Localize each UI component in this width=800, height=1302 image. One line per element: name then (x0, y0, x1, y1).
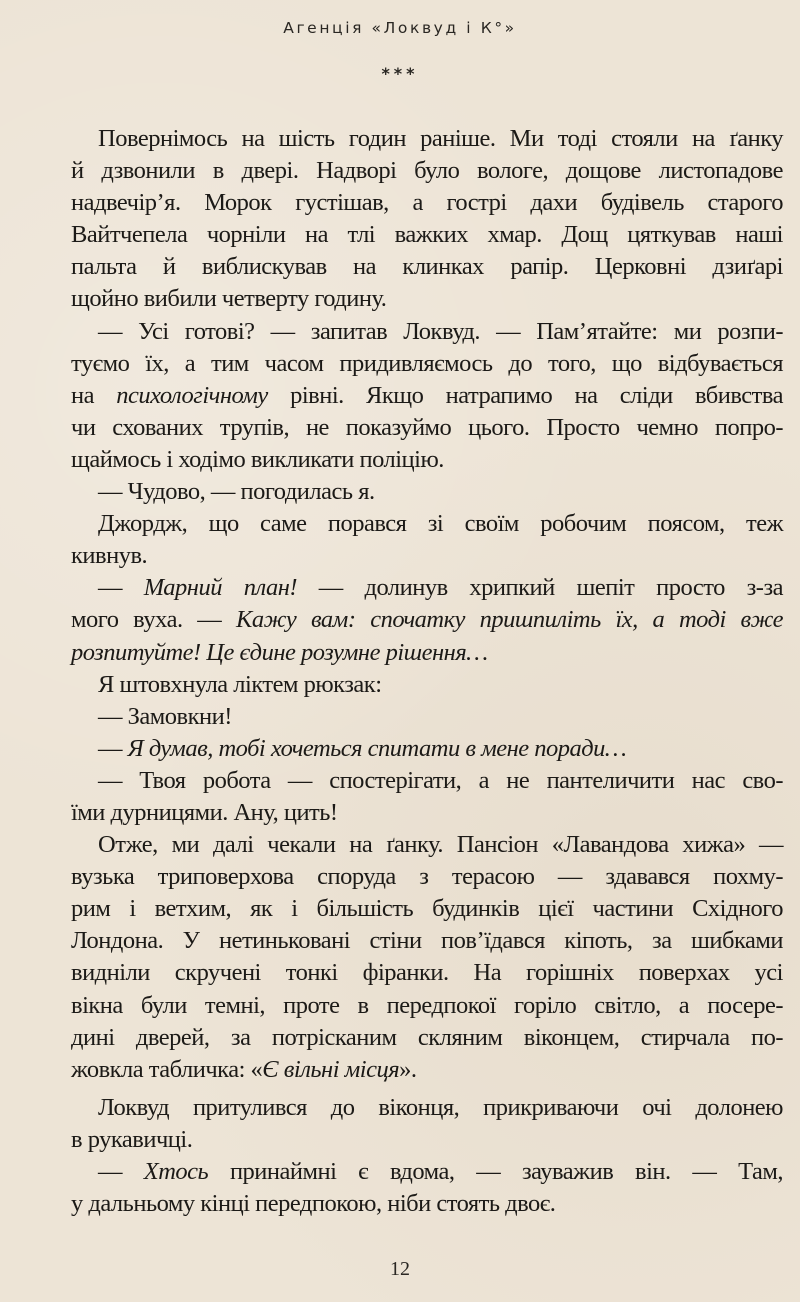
text-line: Вайтчепела чорніли на тлі важких хмар. Дощ цяткував наші (71, 221, 783, 249)
text-line (71, 637, 783, 669)
text-line: Я штовхнула ліктем рюкзак: (98, 670, 382, 698)
text-line: мого вуха. — Кажу вам: спочатку пришпиліть їх, а тоді вже (71, 606, 783, 634)
text-line: — Чудово, — погодилась я. (98, 478, 375, 506)
italic-text: Марний план! (143, 574, 298, 602)
text-line: в рукавичці. (71, 1125, 193, 1153)
text-line: вузька триповерхова споруда з терасою — здавався похму- (71, 863, 783, 891)
page-number: 12 (390, 1258, 410, 1280)
text-line: чи схованих трупів, не показуймо цього. Просто чемно попро- (71, 413, 783, 441)
text-line: у дальньому кінці передпокою, ніби стоять двоє. (71, 1190, 556, 1218)
text-line: — Я думав, тобі хочеться спитати в мене поради… (98, 734, 627, 762)
body-text (71, 123, 783, 1220)
text-line: жовкла табличка: «Є вільні місця». (71, 1055, 417, 1083)
text-line: рим і ветхим, як і більшість будинків цієї частини Східного (71, 895, 783, 923)
text-line: пальта й виблискував на клинках рапір. Церковні дзиґарі (71, 253, 783, 281)
running-head: Агенція «Локвуд і К°» (283, 19, 517, 37)
text-line: Локвуд притулився до віконця, прикриваючи очі долонею (98, 1093, 783, 1121)
text-line: Джордж, що саме порався зі своїм робочим поясом, теж (98, 510, 783, 538)
text-line: Лондона. У нетиньковані стіни пов’їдався кіпоть, за шибками (71, 927, 783, 955)
text-line: — Замовкни! (98, 702, 232, 730)
text-line: надвечір’я. Морок густішав, а гострі дахи будівель старого (71, 189, 783, 217)
text-line: кивнув. (71, 542, 148, 570)
text-line: туємо їх, а тим часом придивляємось до того, що відбувається (71, 349, 783, 377)
text-line: — Хтось принаймні є вдома, — зауважив він. — Там, (98, 1158, 783, 1185)
italic-text: Кажу вам: спочатку пришпиліть їх, а тоді вже (236, 606, 783, 634)
italic-text: Я думав, тобі хочеться спитати в мене поради… (127, 734, 627, 762)
italic-text: Хтось (143, 1158, 209, 1185)
text-line: й дзвонили в двері. Надворі було вологе, дощове листопадове (71, 157, 783, 185)
text-line: Повернімось на шість годин раніше. Ми тоді стояли на ґанку (98, 125, 783, 152)
text-line: щойно вибили четверту годину. (71, 285, 387, 313)
italic-text: розпитуйте! Це єдине розумне рішення… (71, 638, 488, 666)
italic-text: Є вільні місця (262, 1055, 400, 1083)
text-line: — Усі готові? — запитав Локвуд. — Пам’ятайте: ми розпи- (98, 317, 783, 345)
text-line: — Твоя робота — спостерігати, а не пантеличити нас сво- (98, 766, 783, 794)
section-break: *** (381, 64, 419, 83)
text-line: видніли скручені тонкі фіранки. На горішніх поверхах усі (71, 959, 783, 987)
text-line: — Марний план! — долинув хрипкий шепіт просто з-за (98, 574, 783, 602)
text-line: на психологічному рівні. Якщо натрапимо на сліди вбивства (71, 381, 783, 409)
italic-text: психологічному (116, 381, 268, 409)
text-line: Отже, ми далі чекали на ґанку. Пансіон «Лавандова хижа» — (98, 831, 783, 859)
text-line: дині дверей, за потрісканим скляним віконцем, стирчала по- (71, 1023, 783, 1051)
text-line: їми дурницями. Ану, цить! (71, 798, 338, 826)
text-line: щаймось і ходімо викликати поліцію. (71, 445, 444, 473)
text-line: вікна були темні, проте в передпокої горіло світло, а посере- (71, 991, 783, 1019)
